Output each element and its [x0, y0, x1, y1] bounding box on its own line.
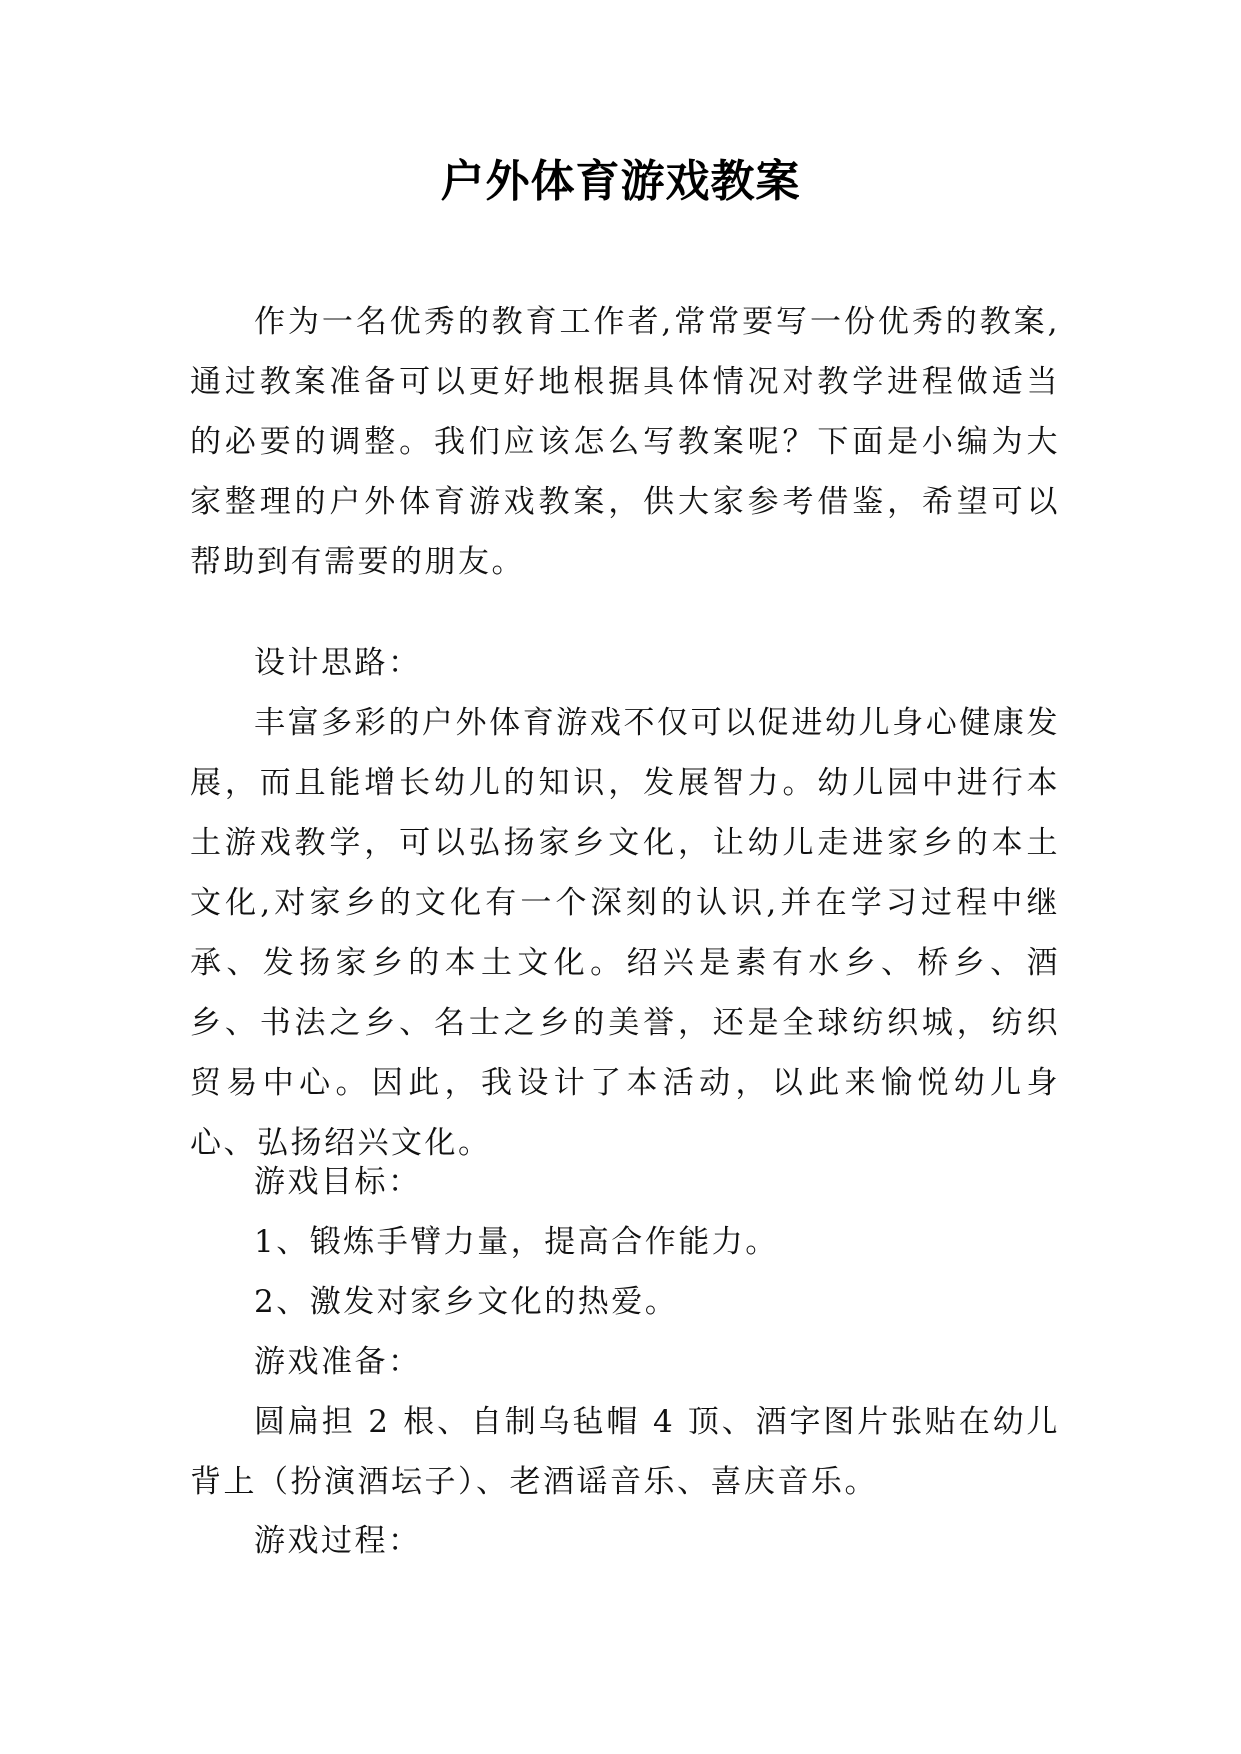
goal-item-1: 1、锻炼手臂力量，提高合作能力。: [254, 1224, 779, 1260]
preparation-paragraph: 圆扁担 2 根、自制乌毡帽 4 顶、酒字图片张贴在幼儿背上（扮演酒坛子）、老酒谣音乐、喜庆音乐。: [190, 1404, 1060, 1500]
goal-item-2: 2、激发对家乡文化的热爱。: [254, 1284, 679, 1320]
design-heading: 设计思路：: [254, 645, 422, 681]
goal-heading: 游戏目标：: [254, 1164, 422, 1200]
intro-paragraph: 作为一名优秀的教育工作者,常常要写一份优秀的教案,通过教案准备可以更好地根据具体情况对教学进程做适当的必要的调整。我们应该怎么写教案呢？下面是小编为大家整理的户外体育游戏教案，供大家参考借鉴，希望可以帮助到有需要的朋友。: [190, 304, 1060, 580]
design-paragraph: 丰富多彩的户外体育游戏不仅可以促进幼儿身心健康发展，而且能增长幼儿的知识，发展智力。幼儿园中进行本土游戏教学，可以弘扬家乡文化，让幼儿走进家乡的本土文化,对家乡的文化有一个深刻的认识,并在学习过程中继承、发扬家乡的本土文化。绍兴是素有水乡、桥乡、酒乡、书法之乡、名士之乡的美誉，还是全球纺织城，纺织贸易中心。因此，我设计了本活动，以此来愉悦幼儿身心、弘扬绍兴文化。: [190, 705, 1060, 1161]
process-heading: 游戏过程：: [254, 1523, 422, 1559]
document-title: 户外体育游戏教案: [440, 156, 801, 207]
preparation-heading: 游戏准备：: [254, 1344, 422, 1380]
